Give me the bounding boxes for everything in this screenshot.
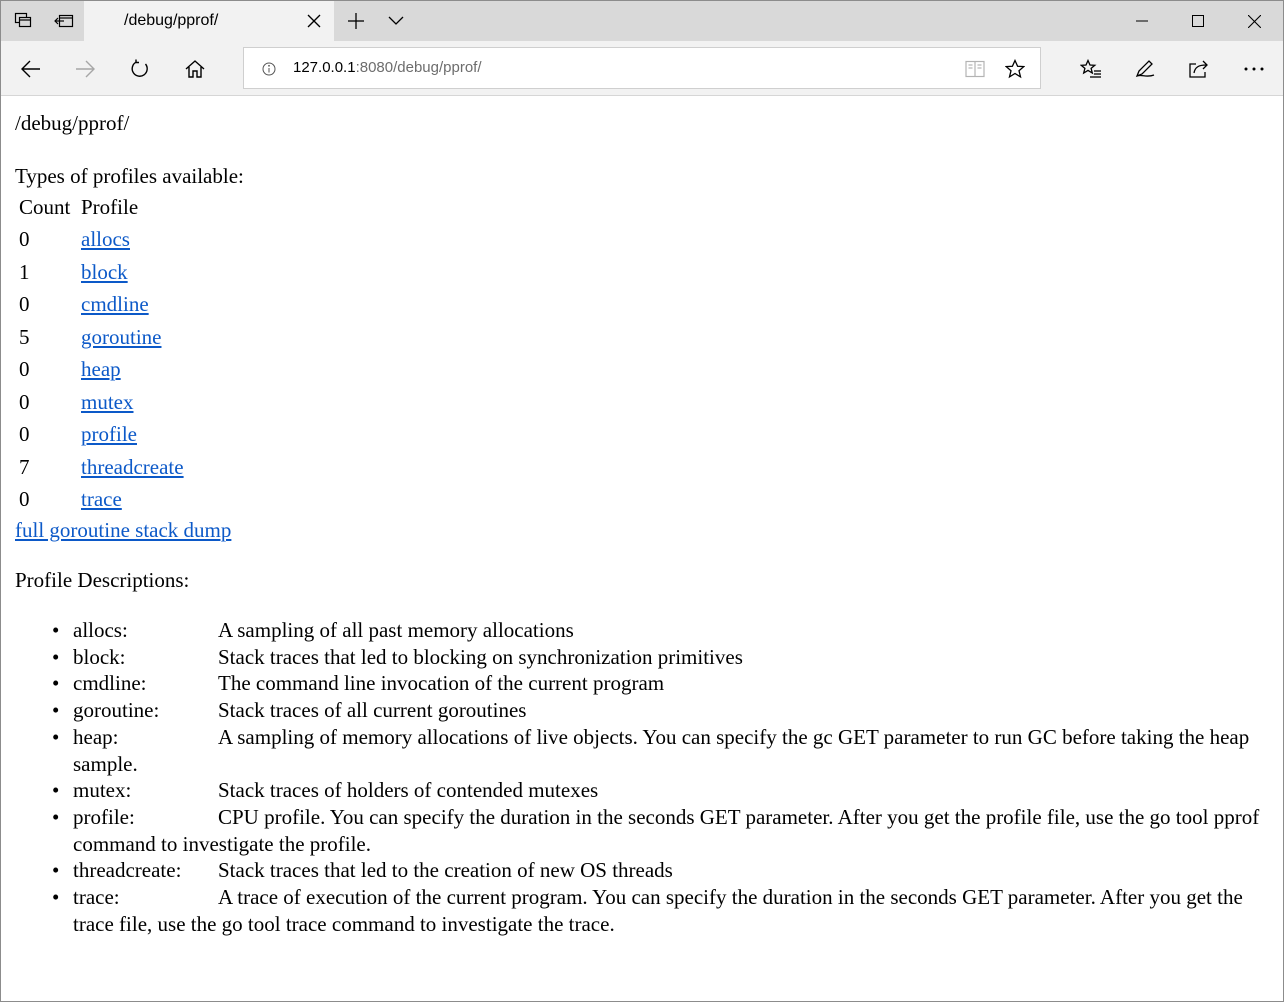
bullet: • — [52, 618, 60, 642]
bullet: • — [52, 644, 60, 669]
address-bar[interactable] — [243, 47, 1041, 89]
star-icon[interactable] — [1004, 58, 1026, 80]
tab-manager-icon[interactable] — [3, 1, 43, 41]
table-row — [15, 256, 188, 289]
list-item — [52, 804, 1265, 857]
table-row — [15, 483, 188, 516]
description-name: heap: — [73, 724, 119, 749]
description-text: Stack traces that led to the creation of new OS threads — [218, 858, 673, 883]
list-item — [52, 617, 1265, 644]
table-header-row — [15, 193, 188, 223]
bullet: • — [52, 724, 60, 749]
descriptions-list — [15, 617, 1265, 937]
close-window-icon[interactable] — [1226, 1, 1283, 41]
refresh-icon[interactable] — [120, 49, 160, 89]
profile-link-goroutine[interactable]: goroutine — [81, 324, 162, 349]
profile-link-cmdline[interactable]: cmdline — [81, 292, 149, 316]
description-text: A trace of execution of the current program. You can specify the duration in the seconds GET parameter. After you get the trace file, use the go tool trace command to investigate the trace. — [73, 885, 1243, 936]
table-row — [15, 288, 188, 321]
description-name: trace: — [73, 885, 120, 910]
minimize-icon[interactable] — [1113, 1, 1170, 41]
bullet: • — [52, 804, 60, 829]
description-name: allocs: — [73, 618, 128, 642]
description-text: Stack traces of holders of contended mutexes — [218, 778, 599, 803]
plus-icon[interactable] — [341, 1, 371, 41]
navigation-bar — [1, 41, 1283, 96]
profile-count: 1 — [19, 259, 30, 284]
profiles-table — [15, 193, 188, 516]
set-aside-tabs-icon[interactable] — [44, 1, 84, 41]
table-row — [15, 386, 188, 419]
back-arrow-icon[interactable] — [11, 49, 51, 89]
list-item — [52, 884, 1265, 937]
description-name: mutex: — [73, 778, 132, 803]
profile-count: 0 — [19, 389, 30, 414]
description-name: goroutine: — [73, 698, 160, 723]
list-item — [52, 777, 1265, 804]
profile-count: 0 — [19, 487, 30, 511]
profile-link-allocs[interactable]: allocs — [81, 227, 130, 251]
pen-icon[interactable] — [1125, 49, 1165, 89]
share-icon[interactable] — [1179, 49, 1219, 89]
list-item — [52, 644, 1265, 671]
table-row — [15, 418, 188, 451]
table-row — [15, 223, 188, 256]
list-item — [52, 670, 1265, 697]
description-text: Stack traces that led to blocking on synchronization primitives — [218, 644, 743, 669]
goroutine-dump-link[interactable]: full goroutine stack dump — [15, 518, 232, 542]
profile-link-block[interactable]: block — [81, 259, 128, 284]
table-row — [15, 451, 188, 484]
table-row — [15, 353, 188, 386]
url-path: :8080/debug/pprof/ — [355, 59, 482, 76]
bullet: • — [52, 671, 60, 696]
description-name: block: — [73, 644, 126, 669]
profile-count: 7 — [19, 454, 30, 479]
description-name: threadcreate: — [73, 858, 182, 883]
profile-header: Profile — [81, 195, 139, 219]
url-text[interactable] — [293, 59, 482, 76]
forward-arrow-icon[interactable] — [65, 49, 105, 89]
table-row — [15, 321, 188, 354]
profile-count: 0 — [19, 357, 30, 381]
chevron-down-icon[interactable] — [381, 1, 411, 41]
description-name: cmdline: — [73, 671, 147, 696]
home-icon[interactable] — [175, 49, 215, 89]
bullet: • — [52, 698, 60, 723]
description-name: profile: — [73, 804, 135, 829]
favorites-list-icon[interactable] — [1071, 49, 1111, 89]
profile-count: 5 — [19, 324, 30, 349]
url-host: 127.0.0.1 — [293, 59, 356, 76]
types-label: Types of profiles available: — [15, 164, 244, 188]
bullet: • — [52, 858, 60, 883]
tab-strip — [1, 1, 1283, 41]
more-icon[interactable] — [1234, 49, 1274, 89]
bullet: • — [52, 778, 60, 803]
description-text: CPU profile. You can specify the duration in the seconds GET parameter. After you get the profile file, use the go tool pprof command to investigate the profile. — [73, 804, 1260, 856]
list-item — [52, 857, 1265, 884]
close-tab-icon[interactable] — [304, 11, 324, 31]
description-text: Stack traces of all current goroutines — [218, 698, 527, 723]
profile-count: 0 — [19, 227, 30, 251]
page-content — [1, 96, 1283, 1001]
profile-link-mutex[interactable]: mutex — [81, 389, 134, 414]
profile-link-profile[interactable]: profile — [81, 422, 137, 446]
active-tab[interactable] — [84, 1, 334, 41]
book-icon[interactable] — [964, 58, 986, 80]
profile-link-heap[interactable]: heap — [81, 357, 121, 381]
profile-link-threadcreate[interactable]: threadcreate — [81, 454, 184, 479]
list-item — [52, 697, 1265, 724]
bullet: • — [52, 885, 60, 910]
count-header: Count — [19, 195, 71, 219]
descriptions-label: Profile Descriptions: — [15, 568, 190, 592]
description-text: A sampling of all past memory allocations — [218, 618, 574, 642]
list-item — [52, 724, 1265, 777]
description-text: The command line invocation of the current program — [218, 671, 665, 696]
page-title: /debug/pprof/ — [15, 111, 130, 135]
profile-count: 0 — [19, 422, 30, 446]
tab-title: /debug/pprof/ — [124, 12, 219, 29]
maximize-icon[interactable] — [1169, 1, 1226, 41]
profile-count: 0 — [19, 292, 30, 316]
info-icon[interactable] — [260, 60, 278, 78]
profile-link-trace[interactable]: trace — [81, 487, 122, 511]
description-text: A sampling of memory allocations of live objects. You can specify the gc GET parameter to run GC before taking the heap sample. — [73, 724, 1250, 776]
